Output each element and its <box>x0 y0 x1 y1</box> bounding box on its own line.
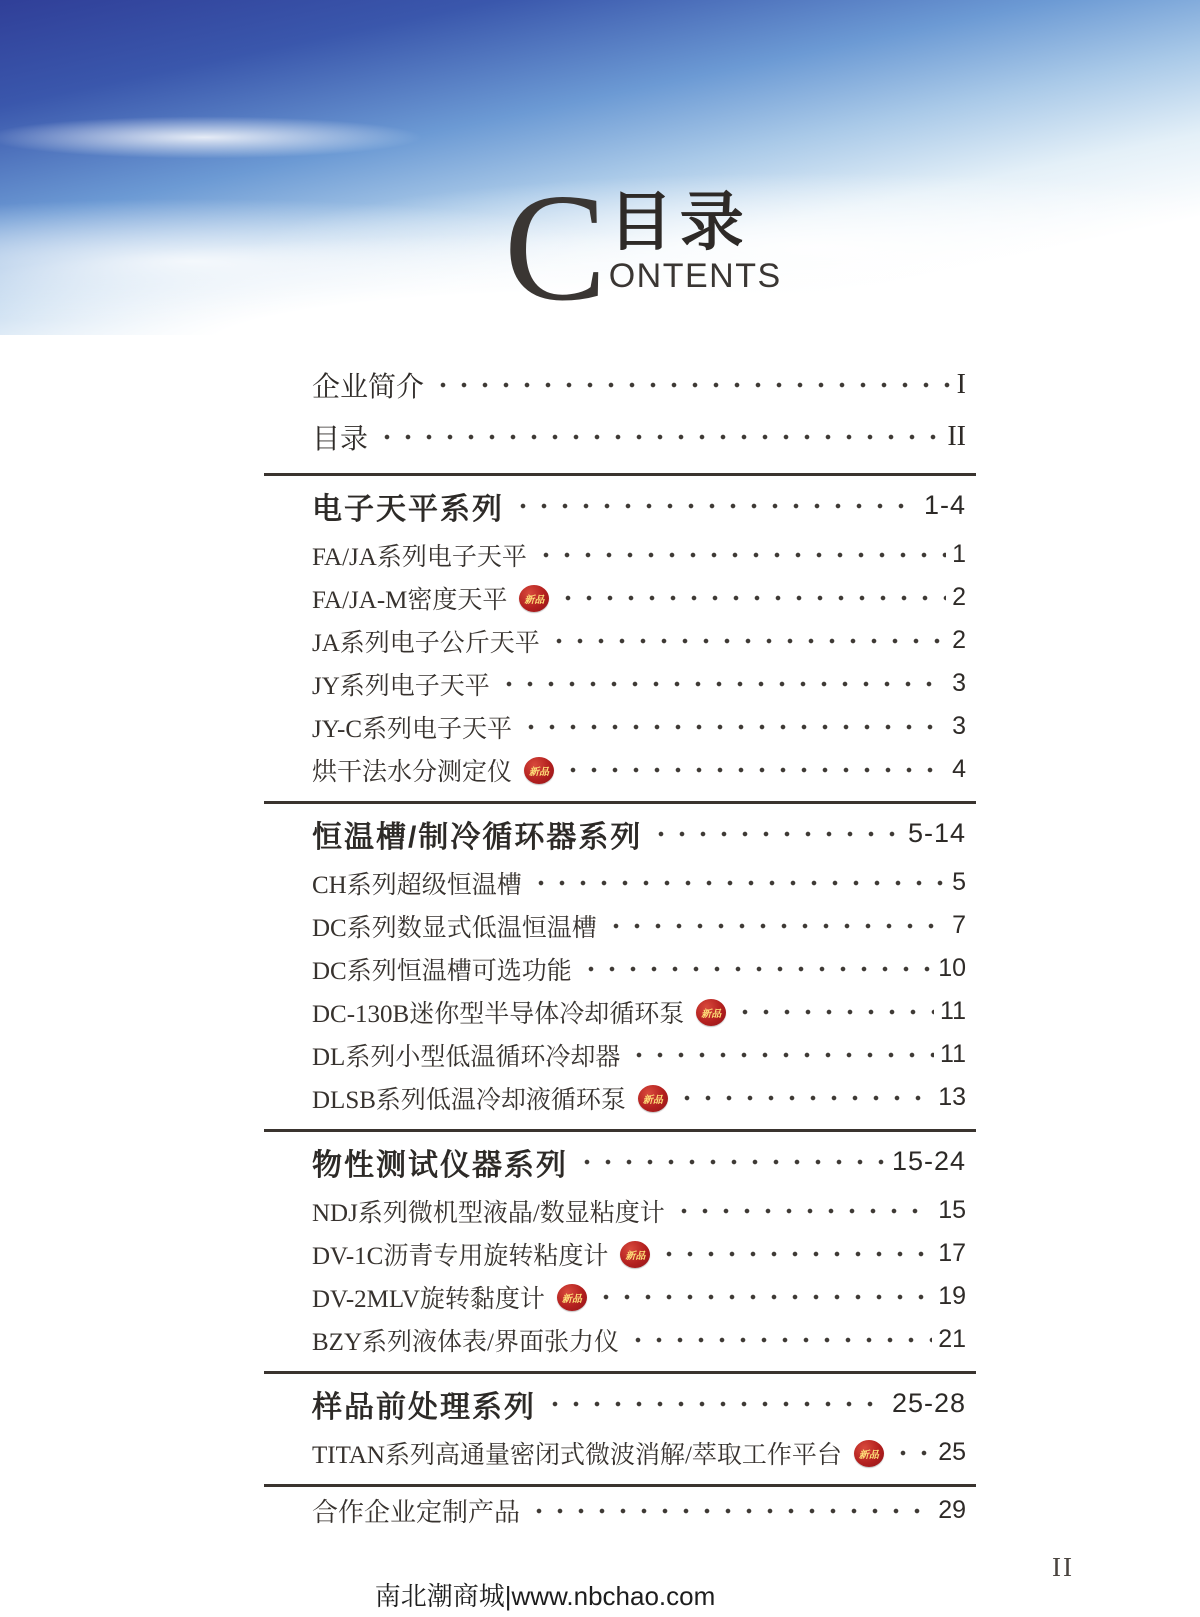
new-product-badge: 新品 <box>638 1085 668 1112</box>
toc-entry <box>264 359 976 411</box>
toc-entry-page: 3 <box>952 669 966 697</box>
toc-entry-label: 烘干法水分测定仪 <box>312 758 513 786</box>
dot-leader <box>538 878 946 888</box>
contents-big-letter: C <box>504 163 605 333</box>
toc-entry-page: 25 <box>938 1438 966 1466</box>
toc-entry-label: DC系列恒温槽可选功能 <box>312 957 572 985</box>
toc-entry-page: 10 <box>938 954 966 982</box>
toc-section-heading <box>264 806 976 861</box>
toc-entry <box>264 1033 976 1076</box>
toc-entry <box>264 1489 976 1532</box>
toc-entry <box>264 576 976 619</box>
contents-title-chinese: 目录 <box>608 186 751 258</box>
dot-leader <box>543 550 946 560</box>
toc-entry <box>264 904 976 947</box>
dot-leader <box>636 1050 934 1060</box>
toc-entry-label: FA/JA-M密度天平 <box>312 586 508 614</box>
toc-entry <box>264 411 976 463</box>
toc-entry <box>264 662 976 705</box>
section-divider <box>264 1371 976 1374</box>
dot-leader <box>613 921 946 931</box>
toc-entry-page: 2 <box>952 583 966 611</box>
toc-entry <box>264 619 976 662</box>
toc-entry <box>264 1318 976 1361</box>
dot-leader <box>528 722 946 732</box>
toc-entry <box>264 1076 976 1119</box>
toc-section-heading <box>264 1134 976 1189</box>
dot-leader <box>684 1093 932 1103</box>
toc-entry-page: 1 <box>952 540 966 568</box>
toc-entry-page: 11 <box>940 997 966 1025</box>
dot-leader <box>440 380 951 390</box>
toc-section-heading-page: 5-14 <box>907 818 966 848</box>
section-divider <box>264 801 976 804</box>
toc-entry-page: 2 <box>952 626 966 654</box>
toc-entry-page: II <box>947 421 966 452</box>
toc-entry-page: 11 <box>940 1040 966 1068</box>
toc-section-heading-page: 15-24 <box>891 1146 966 1176</box>
toc-entry <box>264 1431 976 1474</box>
contents-title <box>504 163 782 333</box>
toc-entry-page: 21 <box>938 1325 966 1353</box>
toc-entry-page: 4 <box>952 755 966 783</box>
new-product-badge: 新品 <box>696 999 726 1026</box>
new-product-badge: 新品 <box>557 1284 587 1311</box>
toc-entry-label: DV-1C沥青专用旋转粘度计 <box>312 1242 609 1270</box>
watermark: 南北潮商城|www.nbchao.com <box>374 1581 716 1611</box>
page-number: II <box>1052 1552 1074 1582</box>
toc-entry-label: JY-C系列电子天平 <box>312 715 513 743</box>
toc-entry-page: 13 <box>938 1083 966 1111</box>
toc-entry-page: 7 <box>952 911 966 939</box>
toc-section-heading-label: 物性测试仪器系列 <box>312 1148 568 1182</box>
dot-leader <box>635 1335 932 1345</box>
section-divider <box>264 1129 976 1132</box>
dot-leader <box>565 593 946 603</box>
dot-leader <box>384 432 941 442</box>
dot-leader <box>603 1292 932 1302</box>
table-of-contents <box>264 335 976 1532</box>
toc-section-heading-page: 25-28 <box>891 1388 966 1418</box>
toc-section-heading-label: 样品前处理系列 <box>312 1390 536 1424</box>
new-product-badge: 新品 <box>519 585 549 612</box>
toc-entry-label: DL系列小型低温循环冷却器 <box>312 1043 621 1071</box>
toc-section-heading-label: 恒温槽/制冷循环器系列 <box>312 820 643 854</box>
toc-section-heading <box>264 478 976 533</box>
section-divider <box>264 1484 976 1487</box>
toc-entry-page: 5 <box>952 868 966 896</box>
toc-entry <box>264 947 976 990</box>
dot-leader <box>742 1007 934 1017</box>
toc-entry-page: I <box>956 369 966 400</box>
dot-leader <box>584 1157 886 1167</box>
toc-entry-page: 3 <box>952 712 966 740</box>
toc-entry-label: BZY系列液体表/界面张力仪 <box>312 1328 619 1356</box>
toc-entry-label: DC-130B迷你型半导体冷却循环泵 <box>312 1000 685 1028</box>
new-product-badge: 新品 <box>620 1241 650 1268</box>
dot-leader <box>666 1249 932 1259</box>
toc-section-heading-page: 1-4 <box>923 490 966 520</box>
dot-leader <box>588 964 932 974</box>
toc-entry-page: 17 <box>938 1239 966 1267</box>
toc-entry <box>264 990 976 1033</box>
toc-section-heading <box>264 1376 976 1431</box>
toc-entry-label: FA/JA系列电子天平 <box>312 543 527 571</box>
toc-entry-label: 合作企业定制产品 <box>312 1498 521 1527</box>
toc-entry <box>264 861 976 904</box>
toc-entry-label: JY系列电子天平 <box>312 672 490 700</box>
toc-entry-label: 目录 <box>312 424 369 455</box>
sky-banner <box>0 0 1200 335</box>
dot-leader <box>658 829 902 839</box>
toc-entry <box>264 1232 976 1275</box>
toc-entry-page: 29 <box>938 1496 966 1524</box>
dot-leader <box>552 1399 886 1409</box>
contents-title-english: ONTENTS <box>608 257 782 295</box>
toc-entry <box>264 705 976 748</box>
toc-entry <box>264 1189 976 1232</box>
section-divider <box>264 473 976 476</box>
toc-section-heading-label: 电子天平系列 <box>312 492 504 526</box>
new-product-badge: 新品 <box>854 1440 884 1467</box>
contents-title-column <box>608 186 782 295</box>
toc-entry-page: 19 <box>938 1282 966 1310</box>
dot-leader <box>570 765 946 775</box>
dot-leader <box>900 1448 932 1458</box>
toc-entry <box>264 748 976 791</box>
dot-leader <box>556 636 946 646</box>
toc-entry-label: CH系列超级恒温槽 <box>312 871 522 899</box>
toc-entry-label: TITAN系列高通量密闭式微波消解/萃取工作平台 <box>312 1441 842 1469</box>
toc-entry-label: NDJ系列微机型液晶/数显粘度计 <box>312 1199 665 1227</box>
toc-entry-label: DV-2MLV旋转黏度计 <box>312 1285 545 1313</box>
dot-leader <box>536 1506 932 1516</box>
toc-entry-label: JA系列电子公斤天平 <box>312 629 540 657</box>
new-product-badge: 新品 <box>524 757 554 784</box>
dot-leader <box>681 1206 932 1216</box>
toc-entry-label: DLSB系列低温冷却液循环泵 <box>312 1086 626 1114</box>
dot-leader <box>520 501 918 511</box>
toc-entry <box>264 533 976 576</box>
toc-entry-page: 15 <box>938 1196 966 1224</box>
toc-entry-label: 企业简介 <box>312 372 425 403</box>
toc-entry-label: DC系列数显式低温恒温槽 <box>312 914 597 942</box>
dot-leader <box>506 679 946 689</box>
toc-entry <box>264 1275 976 1318</box>
